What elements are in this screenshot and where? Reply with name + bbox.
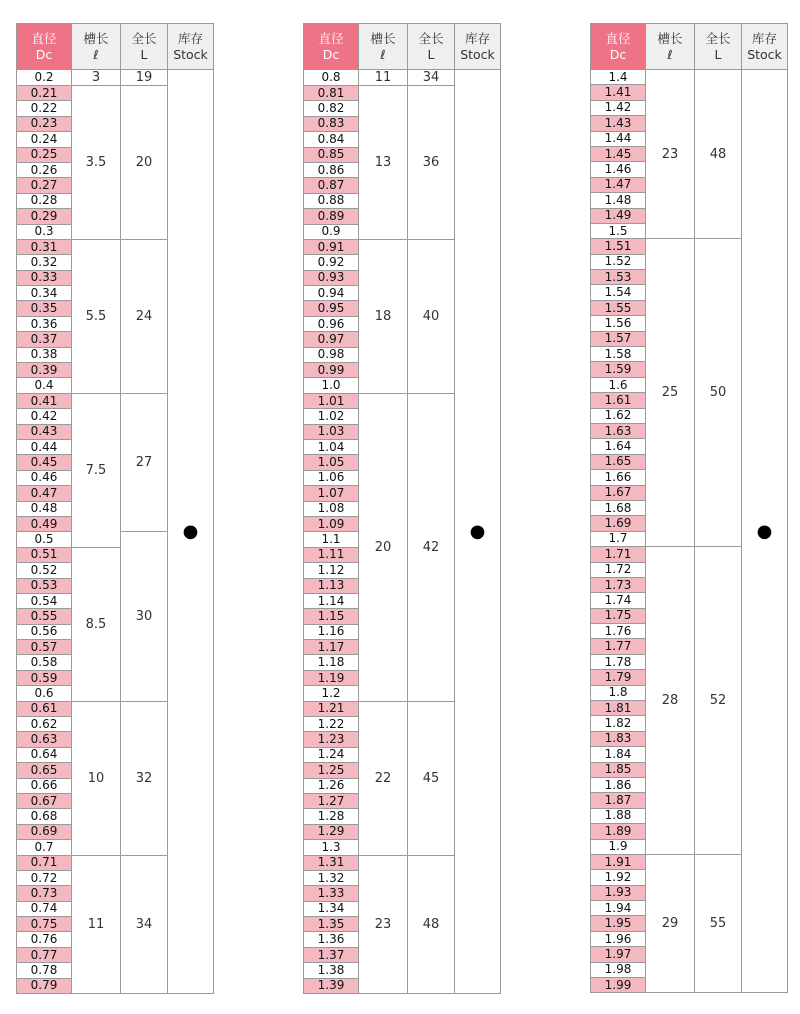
- header-total-length-en: L: [427, 46, 435, 62]
- diameter-cell: 0.41: [17, 393, 72, 408]
- diameter-cell: 0.96: [304, 316, 359, 331]
- diameter-cell: 1.85: [591, 762, 646, 777]
- diameter-cell: 1.46: [591, 162, 646, 177]
- diameter-cell: 0.98: [304, 347, 359, 362]
- diameter-cell: 0.8: [304, 70, 359, 86]
- diameter-cell: 0.73: [17, 886, 72, 901]
- diameter-cell: 0.94: [304, 286, 359, 301]
- diameter-cell: 1.6: [591, 377, 646, 392]
- diameter-cell: 1.19: [304, 670, 359, 685]
- diameter-cell: 0.66: [17, 778, 72, 793]
- diameter-cell: 1.25: [304, 763, 359, 778]
- header-diameter-cn: 直径: [31, 30, 57, 46]
- header-total-length-cn: 全长: [705, 30, 731, 46]
- diameter-cell: 1.1: [304, 532, 359, 547]
- diameter-cell: 1.39: [304, 978, 359, 993]
- diameter-cell: 0.97: [304, 332, 359, 347]
- diameter-cell: 0.39: [17, 363, 72, 378]
- header-total-length: [121, 24, 168, 70]
- total-length-cell: 42: [408, 393, 455, 701]
- total-length-cell: 40: [408, 239, 455, 393]
- diameter-cell: 0.38: [17, 347, 72, 362]
- spec-table-3: [590, 23, 788, 993]
- diameter-cell: 1.74: [591, 593, 646, 608]
- diameter-cell: 0.49: [17, 516, 72, 531]
- diameter-cell: 1.71: [591, 547, 646, 562]
- diameter-cell: 0.77: [17, 947, 72, 962]
- diameter-cell: 1.98: [591, 962, 646, 977]
- diameter-cell: 1.94: [591, 901, 646, 916]
- diameter-cell: 0.36: [17, 316, 72, 331]
- diameter-cell: 0.95: [304, 301, 359, 316]
- header-groove-length-cn: 槽长: [83, 30, 109, 46]
- diameter-cell: 0.59: [17, 670, 72, 685]
- diameter-cell: 0.48: [17, 501, 72, 516]
- diameter-cell: 1.76: [591, 624, 646, 639]
- groove-length-cell: 13: [359, 86, 408, 240]
- diameter-cell: 1.51: [591, 239, 646, 254]
- diameter-cell: 1.99: [591, 978, 646, 993]
- diameter-cell: 0.76: [17, 932, 72, 947]
- groove-length-cell: 25: [646, 239, 695, 547]
- diameter-cell: 0.78: [17, 963, 72, 978]
- diameter-cell: 1.81: [591, 701, 646, 716]
- diameter-cell: 0.63: [17, 732, 72, 747]
- diameter-cell: 0.4: [17, 378, 72, 393]
- diameter-cell: 1.84: [591, 747, 646, 762]
- diameter-cell: 0.87: [304, 178, 359, 193]
- diameter-cell: 1.8: [591, 685, 646, 700]
- diameter-cell: 1.13: [304, 578, 359, 593]
- diameter-cell: 1.16: [304, 624, 359, 639]
- diameter-cell: 1.35: [304, 917, 359, 932]
- diameter-cell: 0.32: [17, 255, 72, 270]
- stock-indicator: ●: [168, 70, 214, 994]
- header-total-length-en: L: [714, 46, 722, 62]
- diameter-cell: 0.55: [17, 609, 72, 624]
- diameter-cell: 1.93: [591, 885, 646, 900]
- diameter-cell: 0.93: [304, 270, 359, 285]
- diameter-cell: 0.21: [17, 86, 72, 101]
- diameter-cell: 1.08: [304, 501, 359, 516]
- diameter-cell: 1.06: [304, 470, 359, 485]
- total-length-cell: 19: [121, 70, 168, 86]
- groove-length-cell: 22: [359, 701, 408, 855]
- diameter-cell: 0.24: [17, 132, 72, 147]
- diameter-cell: 1.0: [304, 378, 359, 393]
- diameter-cell: 1.63: [591, 423, 646, 438]
- header-total-length-en: L: [140, 46, 148, 62]
- header-diameter-en: Dc: [35, 46, 53, 62]
- diameter-cell: 1.87: [591, 793, 646, 808]
- diameter-cell: 1.17: [304, 640, 359, 655]
- diameter-cell: 1.66: [591, 470, 646, 485]
- groove-length-cell: 18: [359, 239, 408, 393]
- header-groove-length: [646, 24, 695, 70]
- groove-length-cell: 3.5: [72, 86, 121, 240]
- diameter-cell: 0.85: [304, 147, 359, 162]
- diameter-cell: 0.65: [17, 763, 72, 778]
- header-total-length-cn: 全长: [131, 30, 157, 46]
- diameter-cell: 1.67: [591, 485, 646, 500]
- diameter-cell: 1.52: [591, 254, 646, 269]
- spec-table-1: [16, 23, 214, 994]
- diameter-cell: 1.88: [591, 808, 646, 823]
- spec-table-2: [303, 23, 501, 994]
- diameter-cell: 0.26: [17, 162, 72, 177]
- diameter-cell: 0.82: [304, 101, 359, 116]
- diameter-cell: 1.73: [591, 577, 646, 592]
- groove-length-cell: 5.5: [72, 239, 121, 393]
- diameter-cell: 1.03: [304, 424, 359, 439]
- header-stock-en: Stock: [173, 46, 208, 62]
- diameter-cell: 1.41: [591, 85, 646, 100]
- diameter-cell: 1.59: [591, 362, 646, 377]
- groove-length-cell: 23: [646, 70, 695, 239]
- diameter-cell: 1.47: [591, 177, 646, 192]
- diameter-cell: 0.81: [304, 86, 359, 101]
- diameter-cell: 1.7: [591, 531, 646, 546]
- diameter-cell: 0.47: [17, 486, 72, 501]
- diameter-cell: 1.92: [591, 870, 646, 885]
- groove-length-cell: 8.5: [72, 547, 121, 701]
- diameter-cell: 0.6: [17, 686, 72, 701]
- diameter-cell: 1.91: [591, 854, 646, 869]
- diameter-cell: 0.34: [17, 286, 72, 301]
- groove-length-cell: 28: [646, 547, 695, 855]
- diameter-cell: 0.84: [304, 132, 359, 147]
- header-diameter-cn: 直径: [605, 30, 631, 46]
- diameter-cell: 1.9: [591, 839, 646, 854]
- total-length-cell: 50: [695, 239, 742, 547]
- header-stock-cn: 库存: [177, 30, 203, 46]
- header-diameter-en: Dc: [322, 46, 340, 62]
- diameter-cell: 1.15: [304, 609, 359, 624]
- diameter-cell: 1.04: [304, 439, 359, 454]
- diameter-cell: 1.72: [591, 562, 646, 577]
- diameter-cell: 0.64: [17, 747, 72, 762]
- diameter-cell: 1.97: [591, 947, 646, 962]
- diameter-cell: 0.91: [304, 239, 359, 254]
- diameter-cell: 0.2: [17, 70, 72, 86]
- diameter-cell: 1.24: [304, 747, 359, 762]
- header-groove-length: [72, 24, 121, 70]
- diameter-cell: 1.86: [591, 777, 646, 792]
- header-groove-length-en: ℓ: [380, 46, 386, 62]
- groove-length-cell: 23: [359, 855, 408, 994]
- header-total-length: [408, 24, 455, 70]
- total-length-cell: 20: [121, 86, 168, 240]
- diameter-cell: 0.42: [17, 409, 72, 424]
- diameter-cell: 1.44: [591, 131, 646, 146]
- diameter-cell: 1.82: [591, 716, 646, 731]
- diameter-cell: 0.72: [17, 870, 72, 885]
- groove-length-cell: 11: [72, 855, 121, 994]
- total-length-cell: 27: [121, 393, 168, 532]
- groove-length-cell: 7.5: [72, 393, 121, 547]
- diameter-cell: 1.68: [591, 500, 646, 515]
- diameter-cell: 0.45: [17, 455, 72, 470]
- diameter-cell: 1.4: [591, 70, 646, 85]
- diameter-cell: 1.55: [591, 300, 646, 315]
- diameter-cell: 1.48: [591, 193, 646, 208]
- diameter-cell: 1.29: [304, 824, 359, 839]
- diameter-cell: 1.57: [591, 331, 646, 346]
- total-length-cell: 34: [408, 70, 455, 86]
- groove-length-cell: 3: [72, 70, 121, 86]
- header-total-length: [695, 24, 742, 70]
- header-groove-length: [359, 24, 408, 70]
- diameter-cell: 0.53: [17, 578, 72, 593]
- header-groove-length-en: ℓ: [93, 46, 99, 62]
- diameter-cell: 0.23: [17, 116, 72, 131]
- diameter-cell: 1.53: [591, 270, 646, 285]
- diameter-cell: 1.02: [304, 409, 359, 424]
- groove-length-cell: 20: [359, 393, 408, 701]
- total-length-cell: 32: [121, 701, 168, 855]
- diameter-cell: 0.57: [17, 640, 72, 655]
- diameter-cell: 1.12: [304, 563, 359, 578]
- header-groove-length-cn: 槽长: [370, 30, 396, 46]
- diameter-cell: 0.62: [17, 717, 72, 732]
- stock-indicator: ●: [455, 70, 501, 994]
- diameter-cell: 0.92: [304, 255, 359, 270]
- diameter-cell: 0.88: [304, 193, 359, 208]
- diameter-cell: 0.25: [17, 147, 72, 162]
- total-length-cell: 34: [121, 855, 168, 994]
- total-length-cell: 48: [695, 70, 742, 239]
- diameter-cell: 1.96: [591, 931, 646, 946]
- diameter-cell: 1.38: [304, 963, 359, 978]
- diameter-cell: 1.75: [591, 608, 646, 623]
- header-total-length-cn: 全长: [418, 30, 444, 46]
- diameter-cell: 0.74: [17, 901, 72, 916]
- header-stock-cn: 库存: [751, 30, 777, 46]
- diameter-cell: 0.83: [304, 116, 359, 131]
- diameter-cell: 1.95: [591, 916, 646, 931]
- diameter-cell: 0.44: [17, 439, 72, 454]
- header-stock: [742, 24, 788, 70]
- diameter-cell: 0.61: [17, 701, 72, 716]
- diameter-cell: 0.33: [17, 270, 72, 285]
- diameter-cell: 1.26: [304, 778, 359, 793]
- diameter-cell: 0.52: [17, 563, 72, 578]
- diameter-cell: 0.75: [17, 917, 72, 932]
- header-stock-cn: 库存: [464, 30, 490, 46]
- total-length-cell: 45: [408, 701, 455, 855]
- header-groove-length-cn: 槽长: [657, 30, 683, 46]
- diameter-cell: 0.35: [17, 301, 72, 316]
- diameter-cell: 1.3: [304, 840, 359, 855]
- stock-indicator: ●: [742, 70, 788, 993]
- diameter-cell: 1.43: [591, 116, 646, 131]
- diameter-cell: 1.21: [304, 701, 359, 716]
- diameter-cell: 0.69: [17, 824, 72, 839]
- diameter-cell: 1.05: [304, 455, 359, 470]
- diameter-cell: 0.99: [304, 363, 359, 378]
- diameter-cell: 1.37: [304, 947, 359, 962]
- total-length-cell: 48: [408, 855, 455, 994]
- diameter-cell: 1.62: [591, 408, 646, 423]
- diameter-cell: 1.22: [304, 717, 359, 732]
- diameter-cell: 1.64: [591, 439, 646, 454]
- diameter-cell: 1.5: [591, 223, 646, 238]
- diameter-cell: 1.32: [304, 870, 359, 885]
- total-length-cell: 52: [695, 547, 742, 855]
- diameter-cell: 0.51: [17, 547, 72, 562]
- diameter-cell: 1.56: [591, 316, 646, 331]
- diameter-cell: 0.29: [17, 209, 72, 224]
- diameter-cell: 1.58: [591, 347, 646, 362]
- total-length-cell: 36: [408, 86, 455, 240]
- diameter-cell: 1.36: [304, 932, 359, 947]
- diameter-cell: 0.3: [17, 224, 72, 239]
- header-diameter: [304, 24, 359, 70]
- diameter-cell: 1.69: [591, 516, 646, 531]
- diameter-cell: 1.77: [591, 639, 646, 654]
- diameter-cell: 1.01: [304, 393, 359, 408]
- diameter-cell: 1.07: [304, 486, 359, 501]
- diameter-cell: 1.11: [304, 547, 359, 562]
- diameter-cell: 0.27: [17, 178, 72, 193]
- groove-length-cell: 10: [72, 701, 121, 855]
- diameter-cell: 0.54: [17, 593, 72, 608]
- diameter-cell: 1.45: [591, 146, 646, 161]
- header-diameter-cn: 直径: [318, 30, 344, 46]
- diameter-cell: 0.46: [17, 470, 72, 485]
- diameter-cell: 1.28: [304, 809, 359, 824]
- diameter-cell: 0.43: [17, 424, 72, 439]
- header-diameter-en: Dc: [609, 46, 627, 62]
- diameter-cell: 1.49: [591, 208, 646, 223]
- header-stock-en: Stock: [460, 46, 495, 62]
- total-length-cell: 24: [121, 239, 168, 393]
- total-length-cell: 55: [695, 854, 742, 993]
- total-length-cell: 30: [121, 532, 168, 701]
- header-diameter: [17, 24, 72, 70]
- diameter-cell: 0.31: [17, 239, 72, 254]
- diameter-cell: 0.28: [17, 193, 72, 208]
- diameter-cell: 0.9: [304, 224, 359, 239]
- diameter-cell: 1.42: [591, 100, 646, 115]
- header-stock: [168, 24, 214, 70]
- diameter-cell: 0.58: [17, 655, 72, 670]
- header-stock-en: Stock: [747, 46, 782, 62]
- diameter-cell: 1.14: [304, 593, 359, 608]
- groove-length-cell: 29: [646, 854, 695, 993]
- diameter-cell: 1.27: [304, 793, 359, 808]
- header-groove-length-en: ℓ: [667, 46, 673, 62]
- diameter-cell: 0.22: [17, 101, 72, 116]
- diameter-cell: 1.23: [304, 732, 359, 747]
- diameter-cell: 1.79: [591, 670, 646, 685]
- diameter-cell: 1.31: [304, 855, 359, 870]
- diameter-cell: 1.61: [591, 393, 646, 408]
- diameter-cell: 1.89: [591, 824, 646, 839]
- diameter-cell: 0.67: [17, 793, 72, 808]
- header-stock: [455, 24, 501, 70]
- diameter-cell: 0.56: [17, 624, 72, 639]
- diameter-cell: 0.79: [17, 978, 72, 993]
- diameter-cell: 0.71: [17, 855, 72, 870]
- diameter-cell: 1.54: [591, 285, 646, 300]
- diameter-cell: 0.86: [304, 162, 359, 177]
- header-diameter: [591, 24, 646, 70]
- diameter-cell: 1.33: [304, 886, 359, 901]
- groove-length-cell: 11: [359, 70, 408, 86]
- diameter-cell: 1.2: [304, 686, 359, 701]
- diameter-cell: 0.5: [17, 532, 72, 547]
- diameter-cell: 0.37: [17, 332, 72, 347]
- diameter-cell: 1.65: [591, 454, 646, 469]
- diameter-cell: 1.34: [304, 901, 359, 916]
- diameter-cell: 0.68: [17, 809, 72, 824]
- diameter-cell: 1.09: [304, 516, 359, 531]
- diameter-cell: 1.18: [304, 655, 359, 670]
- diameter-cell: 1.78: [591, 654, 646, 669]
- diameter-cell: 1.83: [591, 731, 646, 746]
- diameter-cell: 0.7: [17, 840, 72, 855]
- diameter-cell: 0.89: [304, 209, 359, 224]
